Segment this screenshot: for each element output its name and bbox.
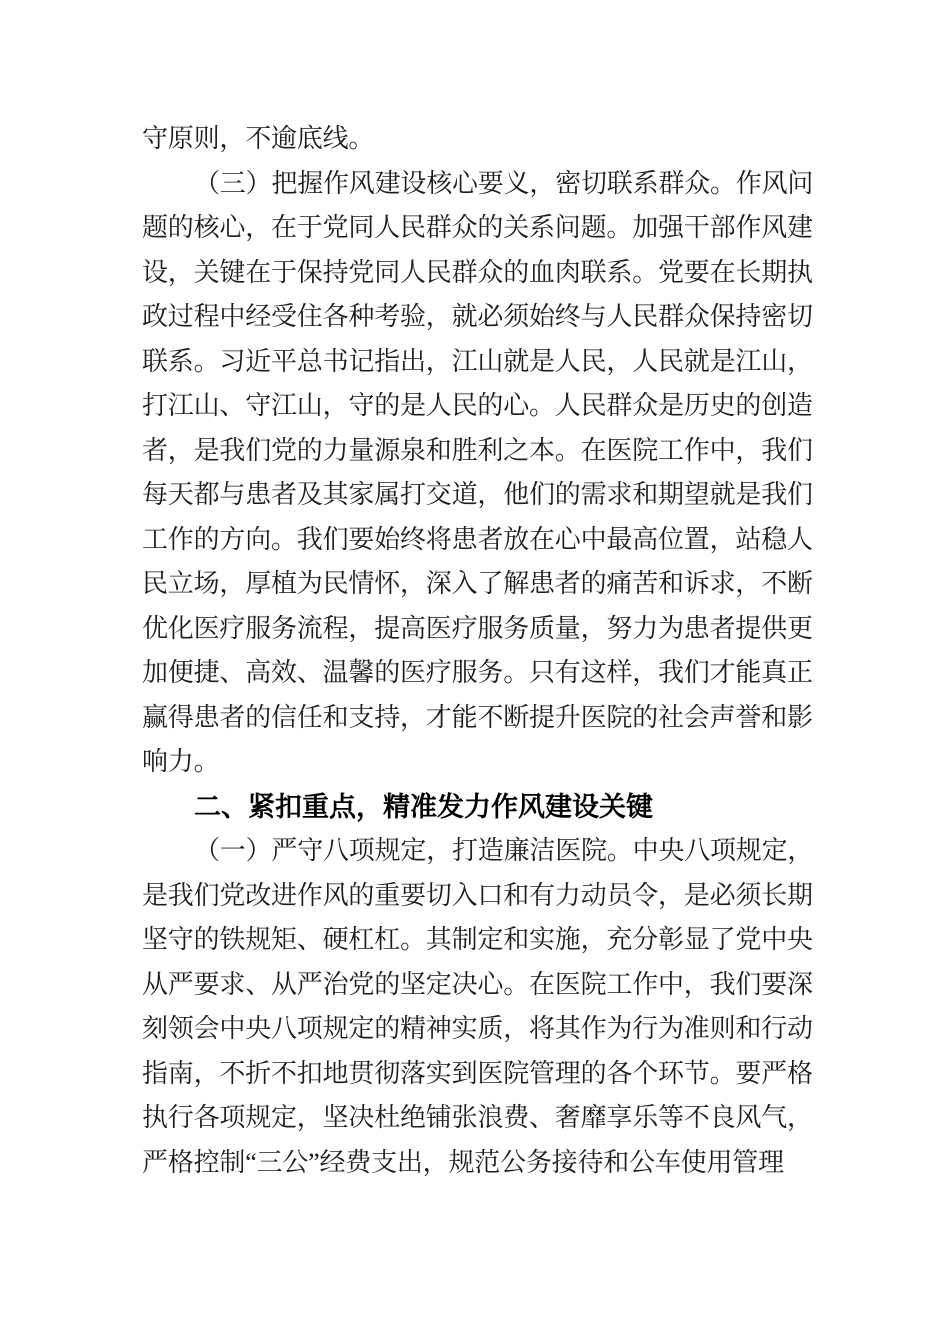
text-line: 守原则，不逾底线。 (142, 124, 375, 153)
text-line: 加便捷、高效、温馨的医疗服务。只有这样，我们才能真正 (142, 658, 813, 687)
text-line: 刻领会中央八项规定的精神实质，将其作为行为准则和行动 (142, 1014, 813, 1043)
text-line: 设，关键在于保持党同人民群众的血肉联系。党要在长期执 (142, 257, 813, 287)
text-line: 执行各项规定，坚决杜绝铺张浪费、奢靡享乐等不良风气， (142, 1103, 813, 1132)
text-line: （一）严守八项规定，打造廉洁医院。中央八项规定， (194, 836, 814, 865)
text-line: 从严要求、从严治党的坚定决心。在医院工作中，我们要深 (142, 969, 813, 999)
text-line: 工作的方向。我们要始终将患者放在心中最高位置，站稳人 (142, 524, 813, 554)
text-line: 优化医疗服务流程，提高医疗服务质量，努力为患者提供更 (142, 613, 813, 643)
text-line: 严格控制“三公”经费支出，规范公务接待和公车使用管理 (142, 1147, 784, 1177)
text-line: 指南，不折不扣地贯彻落实到医院管理的各个环节。要严格 (142, 1058, 813, 1088)
text-line: 每天都与患者及其家属打交道，他们的需求和期望就是我们 (142, 480, 813, 509)
text-line: （三）把握作风建设核心要义，密切联系群众。作风问 (194, 168, 814, 198)
text-line: 政过程中经受住各种考验，就必须始终与人民群众保持密切 (142, 302, 813, 331)
section-heading: 二、紧扣重点，精准发力作风建设关键 (194, 791, 653, 822)
text-line: 题的核心，在于党同人民群众的关系问题。加强干部作风建 (142, 213, 813, 242)
text-line: 打江山、守江山，守的是人民的心。人民群众是历史的创造 (142, 391, 813, 420)
text-line: 者，是我们党的力量源泉和胜利之本。在医院工作中，我们 (142, 435, 813, 465)
text-line: 是我们党改进作风的重要切入口和有力动员令，是必须长期 (142, 880, 813, 910)
text-line: 赢得患者的信任和支持，才能不断提升医院的社会声誉和影 (142, 702, 813, 732)
text-line: 民立场，厚植为民情怀，深入了解患者的痛苦和诉求，不断 (142, 569, 813, 598)
text-line: 联系。习近平总书记指出，江山就是人民，人民就是江山， (142, 346, 813, 376)
text-line: 响力。 (142, 747, 220, 776)
text-line: 坚守的铁规矩、硬杠杠。其制定和实施，充分彰显了党中央 (142, 925, 813, 954)
document-body (142, 117, 822, 1185)
